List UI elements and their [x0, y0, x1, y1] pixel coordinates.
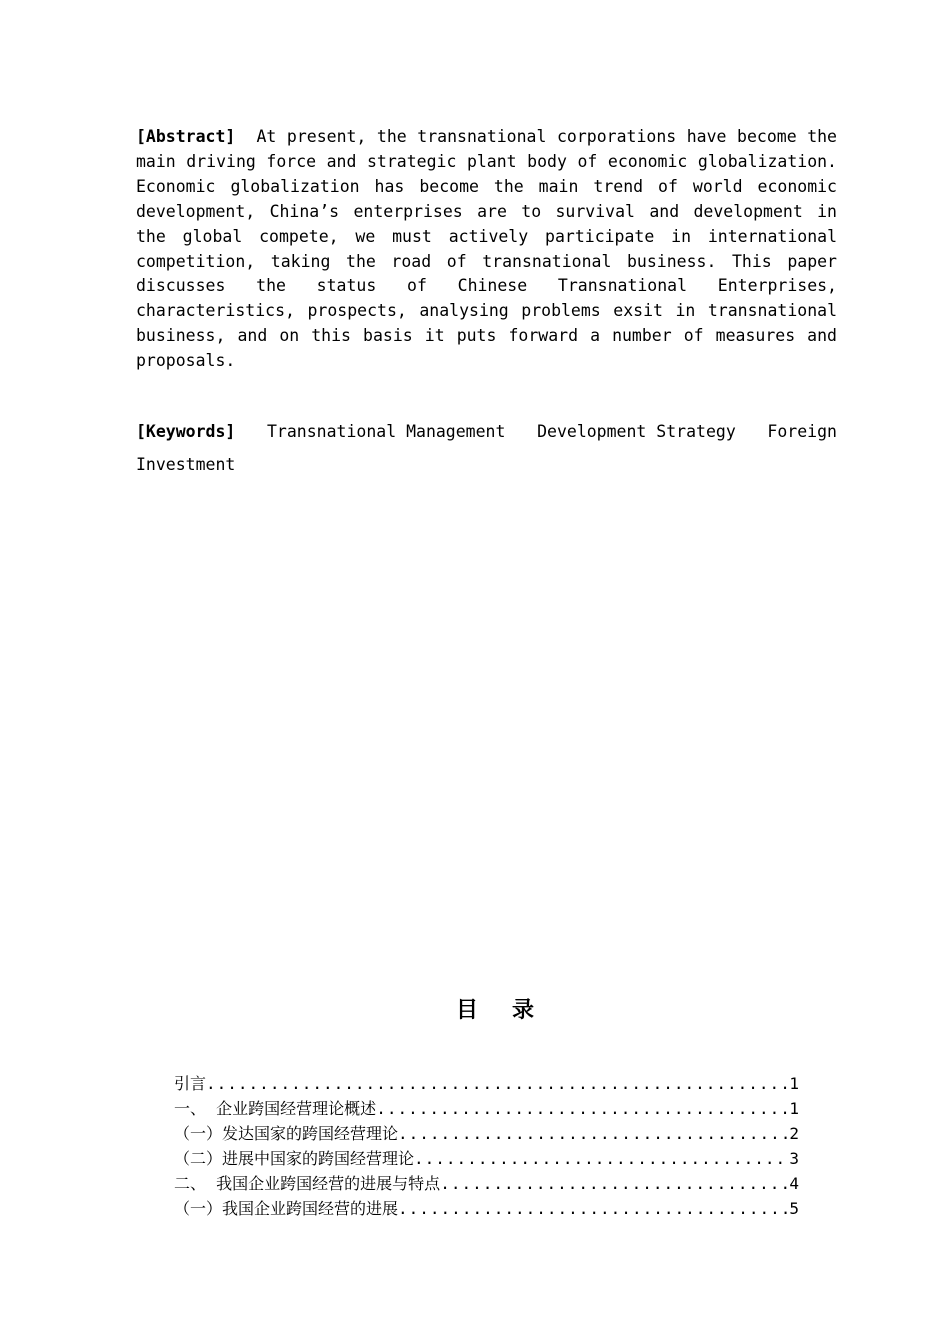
- toc-leader-dots: [414, 1146, 789, 1171]
- keywords-line: [136, 415, 837, 448]
- toc-entry[interactable]: [174, 1146, 799, 1171]
- keyword-item: Transnational Management: [267, 422, 506, 441]
- keyword-item: Investment: [136, 455, 236, 474]
- toc-entry-page: 3: [789, 1149, 799, 1168]
- toc-entry[interactable]: [174, 1121, 799, 1146]
- toc-entry[interactable]: [174, 1071, 799, 1096]
- toc-entry-text: 二、 我国企业跨国经营的进展与特点: [174, 1174, 441, 1193]
- toc-leader-dots: [440, 1171, 789, 1196]
- toc-entry[interactable]: [174, 1096, 799, 1121]
- toc-leader-dots: [398, 1196, 789, 1221]
- toc-entry-text: 一、 企业跨国经营理论概述: [174, 1099, 377, 1118]
- toc-entry-text: （一）发达国家的跨国经营理论: [174, 1124, 399, 1143]
- toc-entry[interactable]: [174, 1196, 799, 1221]
- toc-entry-page: 1: [789, 1074, 799, 1093]
- keyword-item: Foreign: [767, 422, 837, 441]
- toc-entry-page: 1: [789, 1099, 799, 1118]
- keywords-label: [Keywords]: [136, 422, 236, 441]
- keywords-section: [136, 415, 837, 481]
- keyword-item: Development Strategy: [537, 422, 736, 441]
- table-of-contents: [174, 1071, 799, 1221]
- toc-entry-page: 5: [789, 1199, 799, 1218]
- toc-leader-dots: [398, 1121, 789, 1146]
- toc-entry-text: 引言: [174, 1074, 207, 1093]
- toc-entry-page: 2: [789, 1124, 799, 1143]
- toc-entry-text: （二）进展中国家的跨国经营理论: [174, 1149, 415, 1168]
- toc-entry-text: （一）我国企业跨国经营的进展: [174, 1199, 399, 1218]
- toc-entry-page: 4: [789, 1174, 799, 1193]
- abstract-text: At present, the transnational corporations have become the main driving force and strategic plant body of economic globalization. Economic globalization has become the main trend of world economic development, China’s enterprises are to survival and development in the global compete, we must actively participate in international competition, taking the road of transnational business. This paper discusses the status of Chinese Transnational Enterprises, characteristics, prospects, analysing problems exsit in transnational business, and on this basis it puts forward a number of measures and proposals.: [136, 127, 837, 371]
- toc-title: 目录: [455, 998, 568, 1023]
- abstract-paragraph: [136, 125, 837, 374]
- toc-leader-dots: [206, 1071, 789, 1096]
- toc-leader-dots: [376, 1096, 789, 1121]
- toc-entry[interactable]: [174, 1171, 799, 1196]
- abstract-label: [Abstract]: [136, 127, 236, 146]
